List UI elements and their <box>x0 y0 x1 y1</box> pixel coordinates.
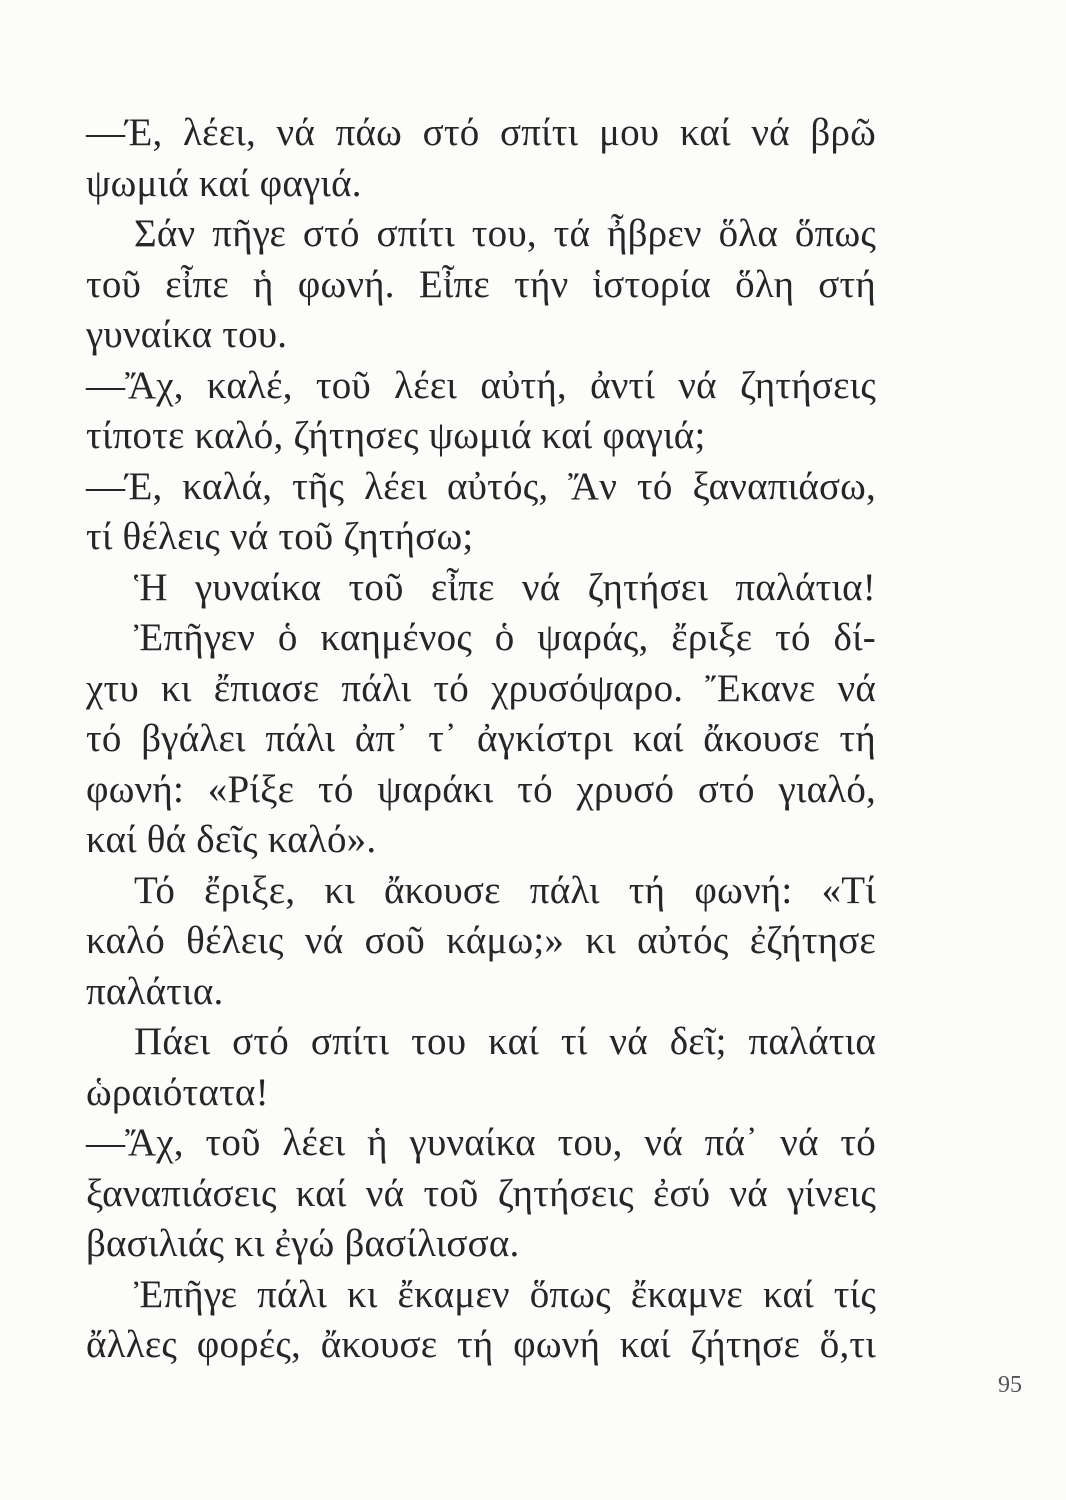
text-line: Ἐπῆγεν ὁ καημένος ὁ ψαράς, ἔριξε τό δί- <box>134 616 876 659</box>
text-line: χτυ κι ἔπιασε πάλι τό χρυσόψαρο. Ἔκανε νά <box>86 666 876 710</box>
text-line: Σάν πῆγε στό σπίτι του, τά ἦβρεν ὅλα ὅπως <box>134 212 876 255</box>
text-line: —Ἄχ, τοῦ λέει ἡ γυναίκα του, νά πά᾽ νά τό <box>86 1121 876 1164</box>
text-line: τί θέλεις νά τοῦ ζητήσω; <box>86 515 474 558</box>
text-line: τίποτε καλό, ζήτησες ψωμιά καί φαγιά; <box>86 414 706 457</box>
body-text <box>86 108 876 1371</box>
text-line: τοῦ εἶπε ἡ φωνή. Εἶπε τήν ἱστορία ὅλη στή <box>86 262 876 306</box>
text-line: —Έ, καλά, τῆς λέει αὐτός, Ἄν τό ξαναπιάσω, <box>86 464 876 508</box>
text-line: —Έ, λέει, νά πάω στό σπίτι μου καί νά βρῶ <box>86 111 876 154</box>
text-line: τό βγάλει πάλι ἀπ᾽ τ᾽ ἀγκίστρι καί ἄκουσε τή <box>86 717 876 760</box>
text-line: Τό ἔριξε, κι ἄκουσε πάλι τή φωνή: «Τί <box>134 868 876 912</box>
text-line: Ἐπῆγε πάλι κι ἔκαμεν ὅπως ἔκαμνε καί τίς <box>134 1272 876 1316</box>
text-line: βασιλιάς κι ἐγώ βασίλισσα. <box>86 1222 520 1265</box>
text-line: Ἡ γυναίκα τοῦ εἶπε νά ζητήσει παλάτια! <box>134 565 876 609</box>
text-line: —Ἄχ, καλέ, τοῦ λέει αὐτή, ἀντί νά ζητήσεις <box>86 363 876 407</box>
text-line: ὡραιότατα! <box>86 1070 269 1114</box>
text-line: ξαναπιάσεις καί νά τοῦ ζητήσεις ἐσύ νά γίνεις <box>86 1171 876 1215</box>
text-line: ἄλλες φορές, ἄκουσε τή φωνή καί ζήτησε ὅ,τι <box>86 1323 876 1366</box>
text-line: φωνή: «Ρίξε τό ψαράκι τό χρυσό στό γιαλό, <box>86 767 876 811</box>
text-line: παλάτια. <box>86 969 224 1013</box>
text-line: καλό θέλεις νά σοῦ κάμω;» κι αὐτός ἐζήτησε <box>86 919 876 962</box>
text-line: Πάει στό σπίτι του καί τί νά δεῖ; παλάτια <box>134 1020 876 1063</box>
page-number: 95 <box>998 1372 1022 1398</box>
text-line: καί θά δεῖς καλό». <box>86 818 377 861</box>
text-line: γυναίκα του. <box>86 313 288 356</box>
text-line: ψωμιά καί φαγιά. <box>86 161 362 205</box>
